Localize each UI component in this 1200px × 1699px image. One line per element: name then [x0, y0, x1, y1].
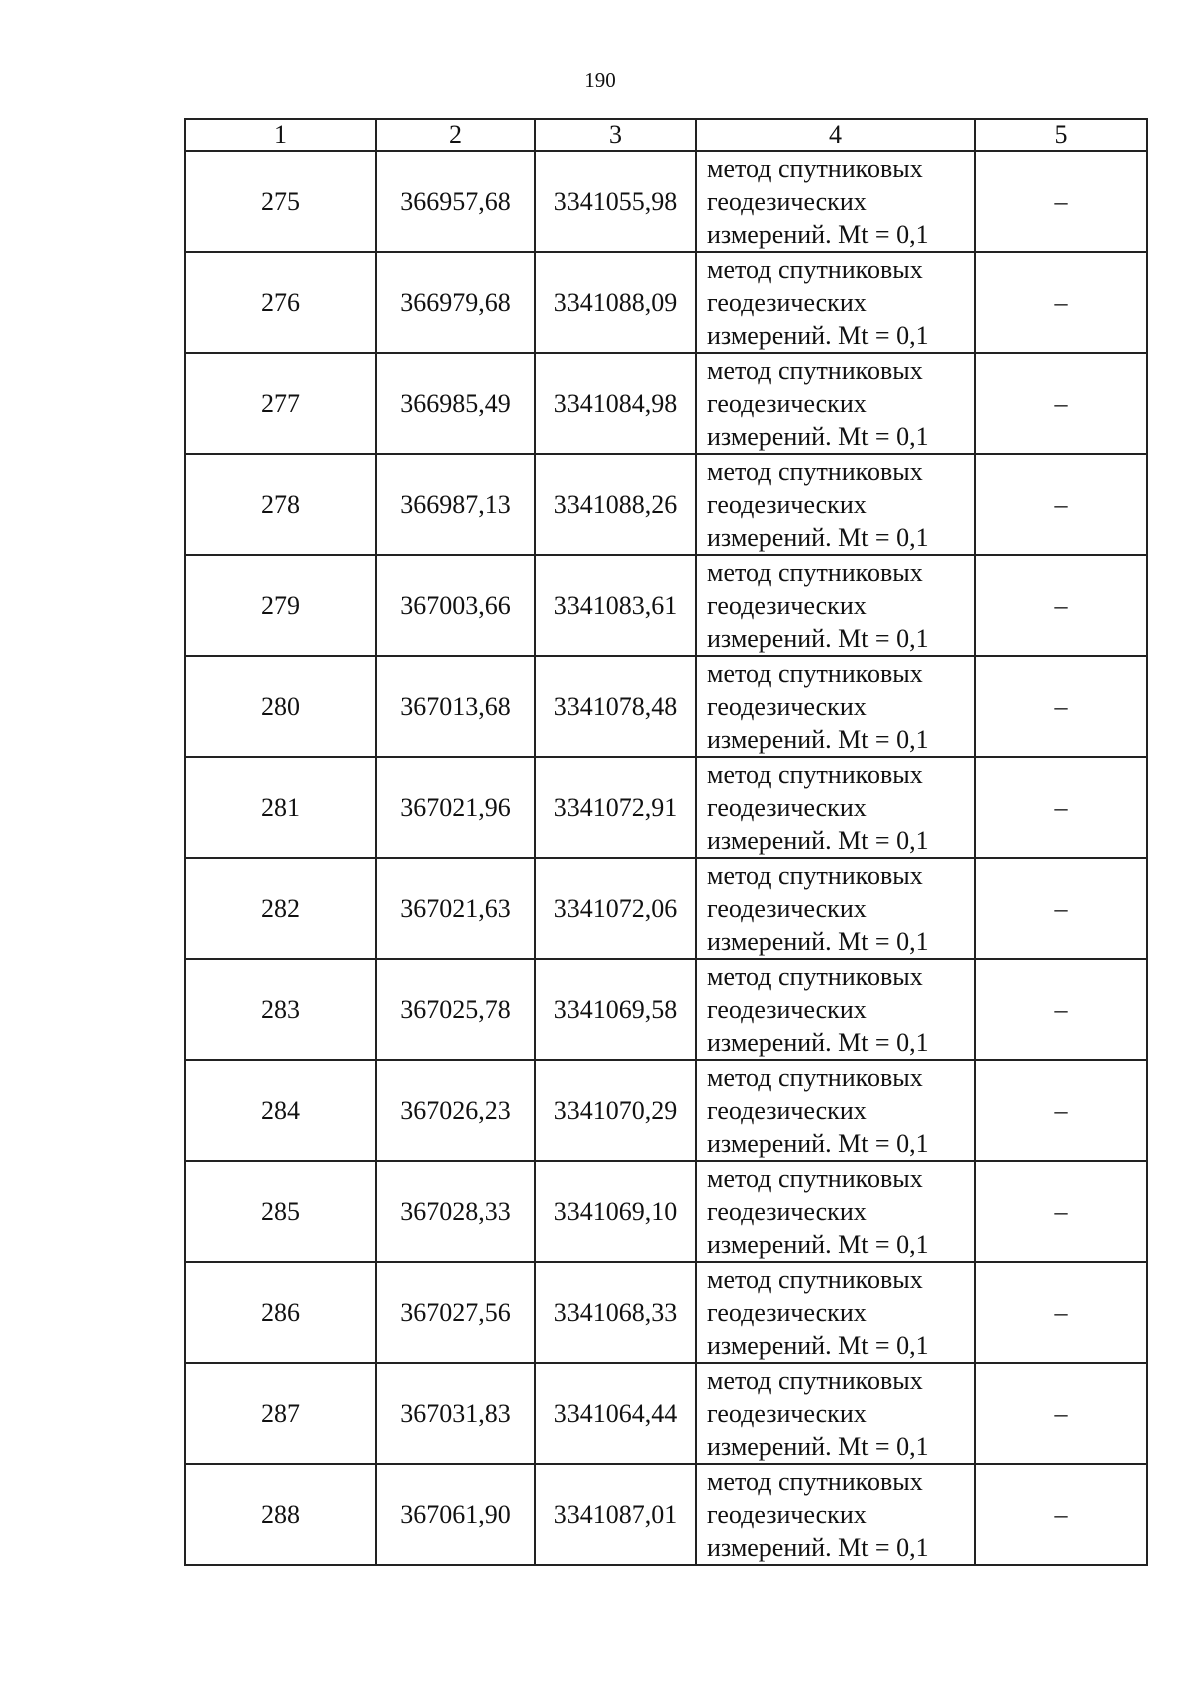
method-line: геодезических [707, 1096, 867, 1125]
method-line: метод спутниковых [707, 760, 923, 789]
point-number-cell: 288 [185, 1464, 376, 1565]
method-cell [696, 757, 975, 858]
method-line: метод спутниковых [707, 558, 923, 587]
method-line: метод спутниковых [707, 356, 923, 385]
point-number-cell: 276 [185, 252, 376, 353]
coordinates-table [184, 118, 1148, 1566]
point-number-cell: 287 [185, 1363, 376, 1464]
x-coordinate-cell: 367013,68 [376, 656, 535, 757]
note-cell: – [975, 1262, 1147, 1363]
header-row [185, 119, 1147, 151]
method-cell [696, 1262, 975, 1363]
table-row [185, 555, 1147, 656]
method-line: геодезических [707, 389, 867, 418]
note-cell: – [975, 1363, 1147, 1464]
x-coordinate-cell: 366979,68 [376, 252, 535, 353]
x-coordinate-cell: 367025,78 [376, 959, 535, 1060]
note-cell: – [975, 353, 1147, 454]
point-number-cell: 286 [185, 1262, 376, 1363]
method-cell [696, 1363, 975, 1464]
method-line: измерений. Mt = 0,1 [707, 1028, 929, 1057]
x-coordinate-cell: 367021,63 [376, 858, 535, 959]
method-line: метод спутниковых [707, 457, 923, 486]
table-row [185, 353, 1147, 454]
method-cell [696, 1161, 975, 1262]
column-header-5: 5 [975, 119, 1147, 151]
method-cell [696, 959, 975, 1060]
method-line: измерений. Mt = 0,1 [707, 1533, 929, 1562]
method-cell [696, 656, 975, 757]
y-coordinate-cell: 3341068,33 [535, 1262, 696, 1363]
y-coordinate-cell: 3341072,06 [535, 858, 696, 959]
table-row [185, 1060, 1147, 1161]
method-line: метод спутниковых [707, 1467, 923, 1496]
method-line: измерений. Mt = 0,1 [707, 1129, 929, 1158]
note-cell: – [975, 1060, 1147, 1161]
method-cell [696, 454, 975, 555]
point-number-cell: 281 [185, 757, 376, 858]
point-number-cell: 284 [185, 1060, 376, 1161]
column-header-3: 3 [535, 119, 696, 151]
method-line: геодезических [707, 288, 867, 317]
y-coordinate-cell: 3341088,26 [535, 454, 696, 555]
point-number-cell: 283 [185, 959, 376, 1060]
note-cell: – [975, 252, 1147, 353]
method-line: измерений. Mt = 0,1 [707, 826, 929, 855]
method-line: геодезических [707, 1399, 867, 1428]
point-number-cell: 285 [185, 1161, 376, 1262]
method-line: измерений. Mt = 0,1 [707, 220, 929, 249]
y-coordinate-cell: 3341078,48 [535, 656, 696, 757]
method-cell [696, 1060, 975, 1161]
method-cell [696, 353, 975, 454]
method-cell [696, 858, 975, 959]
y-coordinate-cell: 3341064,44 [535, 1363, 696, 1464]
note-cell: – [975, 959, 1147, 1060]
x-coordinate-cell: 366985,49 [376, 353, 535, 454]
method-line: измерений. Mt = 0,1 [707, 523, 929, 552]
x-coordinate-cell: 367003,66 [376, 555, 535, 656]
table-row [185, 151, 1147, 252]
note-cell: – [975, 858, 1147, 959]
y-coordinate-cell: 3341069,58 [535, 959, 696, 1060]
page-number: 190 [584, 68, 616, 92]
note-cell: – [975, 555, 1147, 656]
y-coordinate-cell: 3341087,01 [535, 1464, 696, 1565]
method-line: метод спутниковых [707, 1164, 923, 1193]
y-coordinate-cell: 3341055,98 [535, 151, 696, 252]
table-row [185, 656, 1147, 757]
table-row [185, 1161, 1147, 1262]
point-number-cell: 282 [185, 858, 376, 959]
method-cell [696, 1464, 975, 1565]
method-line: метод спутниковых [707, 1366, 923, 1395]
table-row [185, 1262, 1147, 1363]
method-line: метод спутниковых [707, 962, 923, 991]
method-line: измерений. Mt = 0,1 [707, 1432, 929, 1461]
note-cell: – [975, 454, 1147, 555]
y-coordinate-cell: 3341084,98 [535, 353, 696, 454]
y-coordinate-cell: 3341069,10 [535, 1161, 696, 1262]
method-line: измерений. Mt = 0,1 [707, 1230, 929, 1259]
point-number-cell: 279 [185, 555, 376, 656]
method-line: метод спутниковых [707, 659, 923, 688]
method-line: измерений. Mt = 0,1 [707, 321, 929, 350]
method-line: измерений. Mt = 0,1 [707, 725, 929, 754]
table-row [185, 1464, 1147, 1565]
x-coordinate-cell: 367027,56 [376, 1262, 535, 1363]
method-line: геодезических [707, 591, 867, 620]
note-cell: – [975, 1464, 1147, 1565]
x-coordinate-cell: 367026,23 [376, 1060, 535, 1161]
x-coordinate-cell: 367021,96 [376, 757, 535, 858]
table-row [185, 757, 1147, 858]
method-line: геодезических [707, 187, 867, 216]
method-line: геодезических [707, 793, 867, 822]
table-row [185, 252, 1147, 353]
method-cell [696, 555, 975, 656]
method-line: измерений. Mt = 0,1 [707, 624, 929, 653]
x-coordinate-cell: 367061,90 [376, 1464, 535, 1565]
y-coordinate-cell: 3341083,61 [535, 555, 696, 656]
x-coordinate-cell: 367031,83 [376, 1363, 535, 1464]
method-line: геодезических [707, 1500, 867, 1529]
x-coordinate-cell: 366957,68 [376, 151, 535, 252]
method-line: геодезических [707, 894, 867, 923]
note-cell: – [975, 1161, 1147, 1262]
note-cell: – [975, 151, 1147, 252]
table-header [185, 119, 1147, 151]
method-line: геодезических [707, 490, 867, 519]
method-line: измерений. Mt = 0,1 [707, 422, 929, 451]
column-header-2: 2 [376, 119, 535, 151]
y-coordinate-cell: 3341072,91 [535, 757, 696, 858]
x-coordinate-cell: 366987,13 [376, 454, 535, 555]
method-line: метод спутниковых [707, 1063, 923, 1092]
table-row [185, 454, 1147, 555]
method-line: измерений. Mt = 0,1 [707, 927, 929, 956]
point-number-cell: 280 [185, 656, 376, 757]
table-row [185, 858, 1147, 959]
method-line: метод спутниковых [707, 861, 923, 890]
x-coordinate-cell: 367028,33 [376, 1161, 535, 1262]
method-line: метод спутниковых [707, 154, 923, 183]
method-line: геодезических [707, 1298, 867, 1327]
note-cell: – [975, 757, 1147, 858]
method-line: метод спутниковых [707, 1265, 923, 1294]
method-line: геодезических [707, 1197, 867, 1226]
method-line: измерений. Mt = 0,1 [707, 1331, 929, 1360]
method-line: метод спутниковых [707, 255, 923, 284]
point-number-cell: 277 [185, 353, 376, 454]
y-coordinate-cell: 3341070,29 [535, 1060, 696, 1161]
column-header-1: 1 [185, 119, 376, 151]
table-row [185, 1363, 1147, 1464]
point-number-cell: 275 [185, 151, 376, 252]
method-line: геодезических [707, 692, 867, 721]
column-header-4: 4 [696, 119, 975, 151]
y-coordinate-cell: 3341088,09 [535, 252, 696, 353]
method-line: геодезических [707, 995, 867, 1024]
method-cell [696, 151, 975, 252]
table-body [185, 151, 1147, 1565]
method-cell [696, 252, 975, 353]
point-number-cell: 278 [185, 454, 376, 555]
note-cell: – [975, 656, 1147, 757]
table-row [185, 959, 1147, 1060]
